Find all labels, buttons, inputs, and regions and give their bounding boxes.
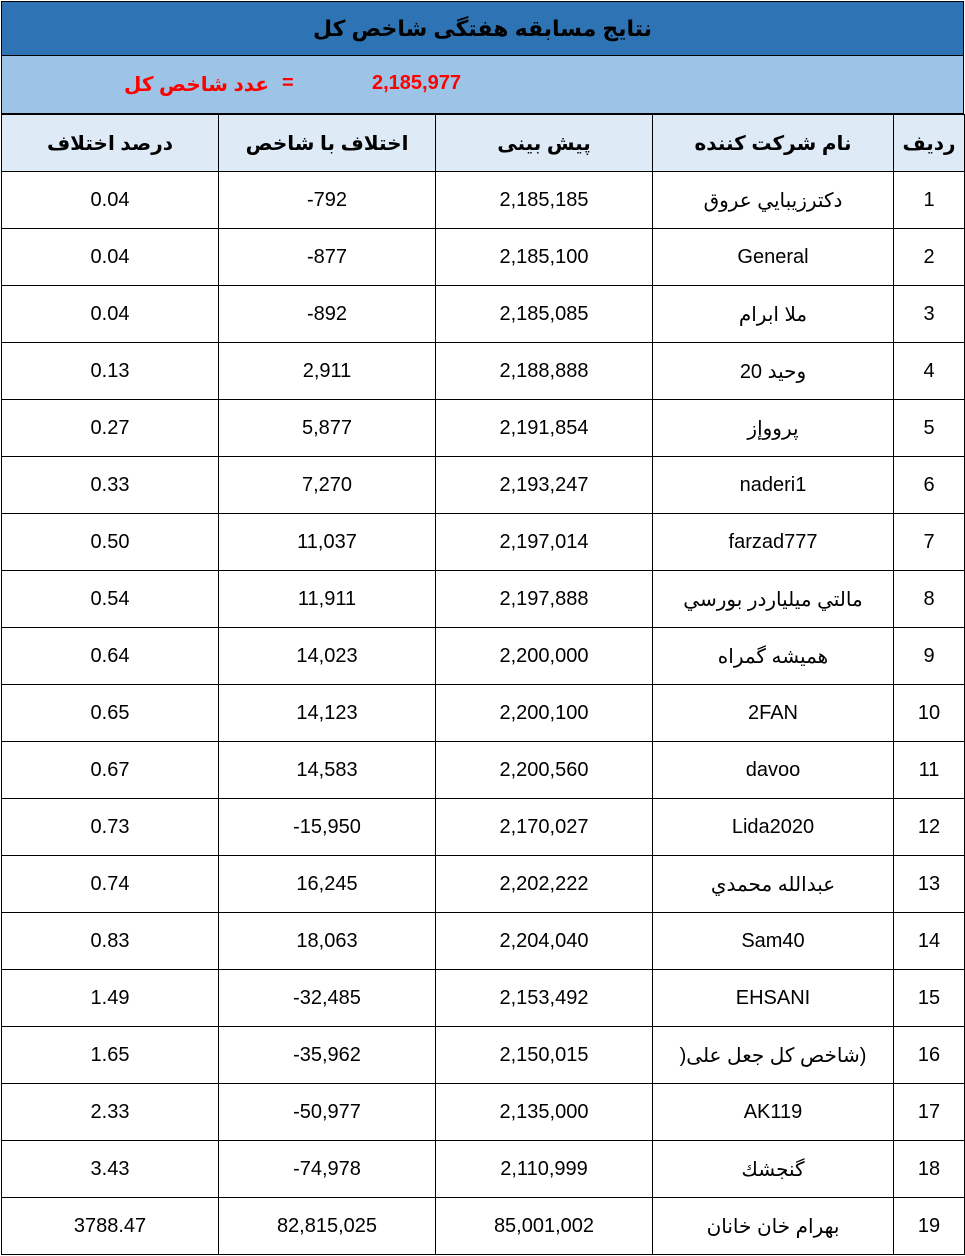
table-row (2, 1198, 965, 1255)
cell-pct: 0.13 (2, 343, 219, 400)
cell-participant: عبدالله محمدي (653, 856, 894, 913)
cell-diff: -74,978 (219, 1141, 436, 1198)
cell-participant: مالتي ميلياردر بورسي (653, 571, 894, 628)
cell-rank: 17 (894, 1084, 965, 1141)
cell-diff: 2,911 (219, 343, 436, 400)
index-value: 2,185,977 (372, 72, 461, 94)
cell-participant: (شاخص كل جعل على( (653, 1027, 894, 1084)
cell-prediction: 2,204,040 (436, 913, 653, 970)
cell-rank: 4 (894, 343, 965, 400)
cell-pct: 0.64 (2, 628, 219, 685)
cell-prediction: 2,185,085 (436, 286, 653, 343)
cell-diff: -32,485 (219, 970, 436, 1027)
cell-participant: وحيد 20 (653, 343, 894, 400)
index-summary (1, 56, 964, 114)
header-pct: درصد اختلاف (2, 115, 219, 172)
cell-rank: 9 (894, 628, 965, 685)
cell-rank: 6 (894, 457, 965, 514)
table-row (2, 457, 965, 514)
header-prediction: پیش بینی (436, 115, 653, 172)
cell-diff: 11,911 (219, 571, 436, 628)
table-row (2, 286, 965, 343)
cell-diff: -15,950 (219, 799, 436, 856)
cell-diff: 82,815,025 (219, 1198, 436, 1255)
cell-participant: 2FAN (653, 685, 894, 742)
header-participant: نام شرکت کننده (653, 115, 894, 172)
table-row (2, 1141, 965, 1198)
cell-rank: 3 (894, 286, 965, 343)
cell-diff: -892 (219, 286, 436, 343)
cell-diff: 18,063 (219, 913, 436, 970)
cell-pct: 0.50 (2, 514, 219, 571)
cell-rank: 12 (894, 799, 965, 856)
cell-prediction: 2,202,222 (436, 856, 653, 913)
table-row (2, 742, 965, 799)
cell-participant: farzad777 (653, 514, 894, 571)
cell-diff: 14,123 (219, 685, 436, 742)
cell-rank: 11 (894, 742, 965, 799)
cell-pct: 0.54 (2, 571, 219, 628)
cell-pct: 1.65 (2, 1027, 219, 1084)
cell-participant: ملا ابرام (653, 286, 894, 343)
cell-diff: 14,583 (219, 742, 436, 799)
table-row (2, 913, 965, 970)
sheet-title: نتایج مسابقه هفتگی شاخص کل (1, 1, 964, 56)
cell-prediction: 2,200,560 (436, 742, 653, 799)
cell-prediction: 2,110,999 (436, 1141, 653, 1198)
cell-pct: 0.27 (2, 400, 219, 457)
cell-diff: -877 (219, 229, 436, 286)
cell-pct: 2.33 (2, 1084, 219, 1141)
cell-prediction: 2,200,000 (436, 628, 653, 685)
cell-rank: 19 (894, 1198, 965, 1255)
cell-prediction: 85,001,002 (436, 1198, 653, 1255)
cell-pct: 0.04 (2, 229, 219, 286)
cell-participant: دكترزيبايي عروق (653, 172, 894, 229)
results-sheet (1, 1, 964, 1255)
table-row (2, 970, 965, 1027)
table-row (2, 514, 965, 571)
cell-rank: 8 (894, 571, 965, 628)
cell-diff: 11,037 (219, 514, 436, 571)
table-row (2, 400, 965, 457)
cell-rank: 7 (894, 514, 965, 571)
table-row (2, 799, 965, 856)
cell-diff: 14,023 (219, 628, 436, 685)
results-table (1, 114, 965, 1255)
cell-prediction: 2,185,185 (436, 172, 653, 229)
cell-participant: naderi1 (653, 457, 894, 514)
equals-sign: = (282, 72, 294, 94)
cell-rank: 13 (894, 856, 965, 913)
cell-prediction: 2,170,027 (436, 799, 653, 856)
cell-rank: 2 (894, 229, 965, 286)
cell-prediction: 2,188,888 (436, 343, 653, 400)
cell-participant: پرووإز (653, 400, 894, 457)
cell-participant: AK119 (653, 1084, 894, 1141)
cell-diff: 16,245 (219, 856, 436, 913)
cell-prediction: 2,185,100 (436, 229, 653, 286)
cell-prediction: 2,200,100 (436, 685, 653, 742)
table-row (2, 229, 965, 286)
cell-participant: davoo (653, 742, 894, 799)
cell-prediction: 2,197,014 (436, 514, 653, 571)
table-row (2, 685, 965, 742)
cell-rank: 5 (894, 400, 965, 457)
cell-rank: 15 (894, 970, 965, 1027)
table-row (2, 1084, 965, 1141)
cell-pct: 0.65 (2, 685, 219, 742)
table-row (2, 571, 965, 628)
cell-rank: 1 (894, 172, 965, 229)
cell-rank: 14 (894, 913, 965, 970)
cell-pct: 0.33 (2, 457, 219, 514)
header-row (2, 115, 965, 172)
cell-pct: 3788.47 (2, 1198, 219, 1255)
cell-pct: 0.04 (2, 286, 219, 343)
table-row (2, 172, 965, 229)
cell-participant: EHSANI (653, 970, 894, 1027)
cell-prediction: 2,197,888 (436, 571, 653, 628)
table-row (2, 1027, 965, 1084)
cell-participant: General (653, 229, 894, 286)
table-row (2, 343, 965, 400)
cell-pct: 0.73 (2, 799, 219, 856)
cell-pct: 0.83 (2, 913, 219, 970)
cell-pct: 0.67 (2, 742, 219, 799)
cell-prediction: 2,135,000 (436, 1084, 653, 1141)
cell-participant: Lida2020 (653, 799, 894, 856)
cell-participant: بهرام خان خانان (653, 1198, 894, 1255)
cell-pct: 0.74 (2, 856, 219, 913)
header-diff: اختلاف با شاخص (219, 115, 436, 172)
header-rank: ردیف (894, 115, 965, 172)
cell-diff: -35,962 (219, 1027, 436, 1084)
cell-prediction: 2,153,492 (436, 970, 653, 1027)
index-label: عدد شاخص کل (124, 74, 269, 96)
cell-pct: 3.43 (2, 1141, 219, 1198)
cell-participant: Sam40 (653, 913, 894, 970)
cell-participant: گنجشك (653, 1141, 894, 1198)
cell-prediction: 2,193,247 (436, 457, 653, 514)
cell-pct: 1.49 (2, 970, 219, 1027)
table-row (2, 628, 965, 685)
cell-diff: 7,270 (219, 457, 436, 514)
table-row (2, 856, 965, 913)
cell-participant: هميشه گمراه (653, 628, 894, 685)
cell-rank: 10 (894, 685, 965, 742)
cell-diff: -792 (219, 172, 436, 229)
cell-prediction: 2,150,015 (436, 1027, 653, 1084)
cell-pct: 0.04 (2, 172, 219, 229)
cell-rank: 18 (894, 1141, 965, 1198)
cell-diff: 5,877 (219, 400, 436, 457)
cell-diff: -50,977 (219, 1084, 436, 1141)
cell-prediction: 2,191,854 (436, 400, 653, 457)
cell-rank: 16 (894, 1027, 965, 1084)
